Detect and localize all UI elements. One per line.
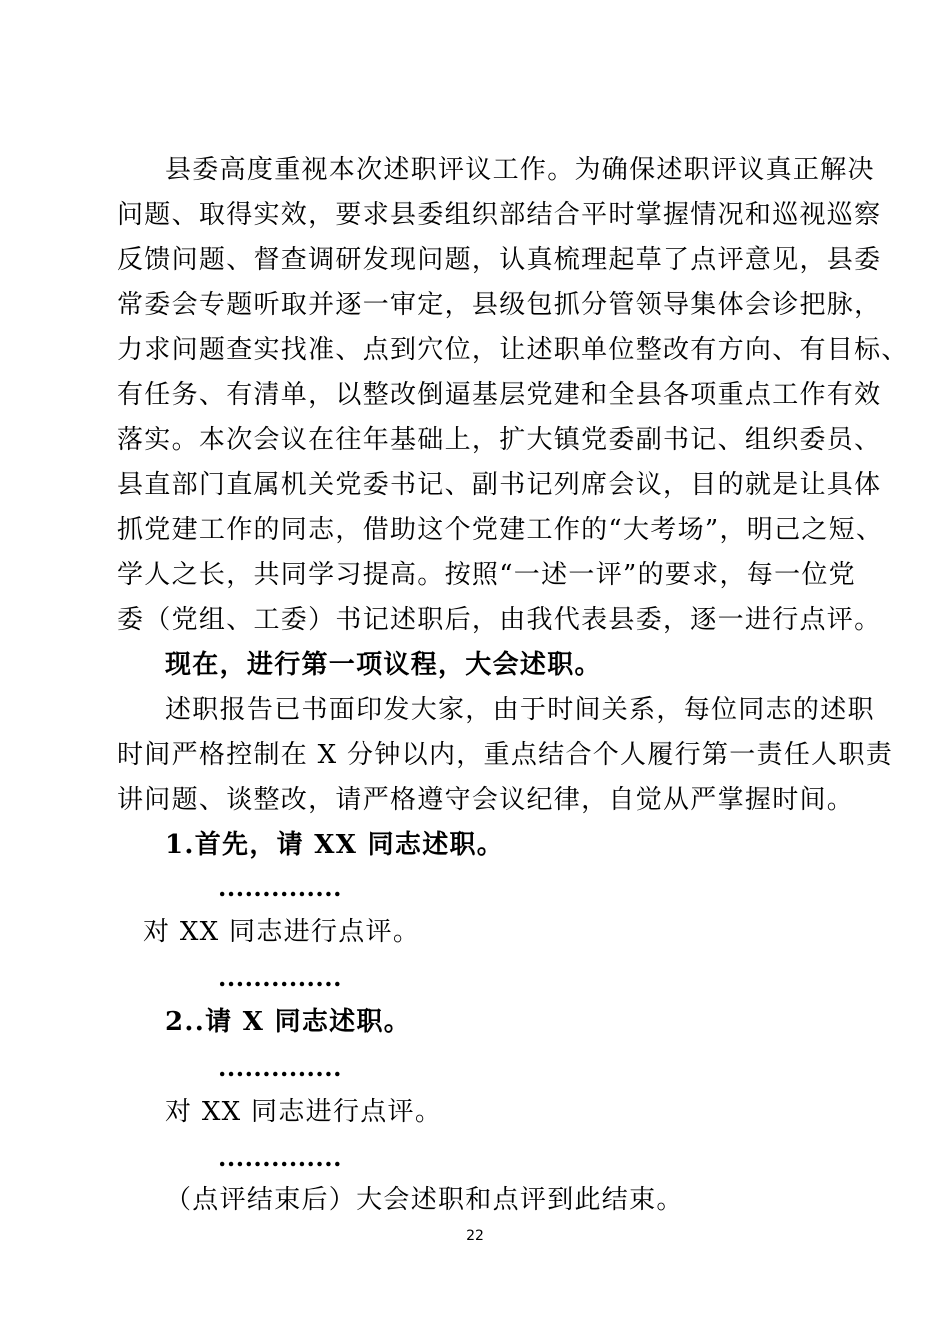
paragraph-1-line: 委（党组、工委）书记述职后，由我代表县委，逐一进行点评。 <box>117 605 882 635</box>
ellipsis-placeholder: .............. <box>218 963 342 992</box>
agenda-heading: 现在，进行第一项议程，大会述职。 <box>165 650 602 680</box>
ellipsis-placeholder: .............. <box>218 1143 342 1172</box>
comment-1: 对 XX 同志进行点评。 <box>143 917 421 947</box>
paragraph-1-line: 县直部门直属机关党委书记、副书记列席会议，目的就是让具体 <box>117 470 882 500</box>
paragraph-2-line: 时间严格控制在 X 分钟以内，重点结合个人履行第一责任人职责 <box>117 740 894 770</box>
paragraph-1-line: 问题、取得实效，要求县委组织部结合平时掌握情况和巡视巡察 <box>117 200 882 230</box>
comment-2: 对 XX 同志进行点评。 <box>165 1097 443 1127</box>
closing-statement: （点评结束后）大会述职和点评到此结束。 <box>165 1185 684 1215</box>
paragraph-1-line: 常委会专题听取并逐一审定，县级包抓分管领导集体会诊把脉， <box>117 290 882 320</box>
paragraph-1-line: 落实。本次会议在往年基础上，扩大镇党委副书记、组织委员、 <box>117 425 882 455</box>
paragraph-1-line: 学人之长，共同学习提高。按照“一述一评”的要求，每一位党 <box>117 560 856 590</box>
paragraph-1-line: 县委高度重视本次述职评议工作。为确保述职评议真正解决 <box>165 155 875 185</box>
page-number: 22 <box>466 1228 484 1244</box>
paragraph-1-line: 反馈问题、督查调研发现问题，认真梳理起草了点评意见，县委 <box>117 245 882 275</box>
paragraph-1-line: 有任务、有清单，以整改倒逼基层党建和全县各项重点工作有效 <box>117 380 882 410</box>
paragraph-1-line: 抓党建工作的同志，借助这个党建工作的“大考场”，明己之短、 <box>117 515 884 545</box>
ellipsis-placeholder: .............. <box>218 1053 342 1082</box>
paragraph-1-line: 力求问题查实找准、点到穴位，让述职单位整改有方向、有目标、 <box>117 335 909 365</box>
item-2-heading: 2..请 X 同志述职。 <box>165 1007 412 1037</box>
paragraph-2-line: 述职报告已书面印发大家，由于时间关系，每位同志的述职 <box>165 695 875 725</box>
item-1-heading: 1.首先，请 XX 同志述职。 <box>165 830 505 860</box>
paragraph-2-line: 讲问题、谈整改，请严格遵守会议纪律，自觉从严掌握时间。 <box>117 785 855 815</box>
ellipsis-placeholder: .............. <box>218 873 342 902</box>
